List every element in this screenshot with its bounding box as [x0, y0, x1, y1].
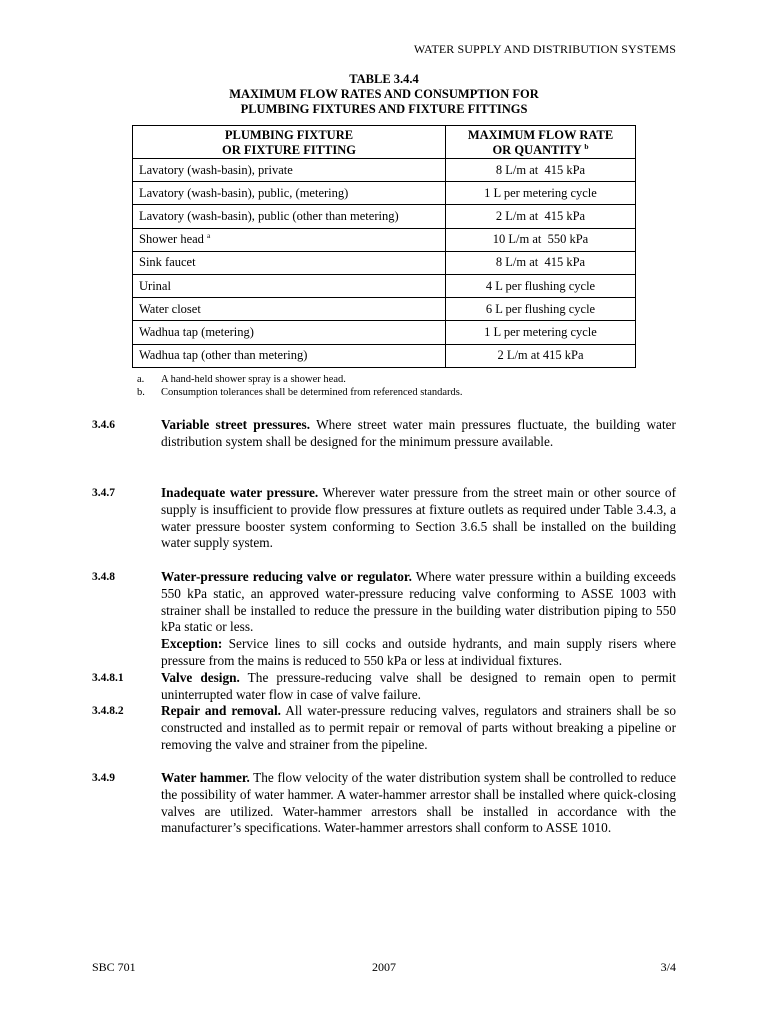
section-heading: Valve design.	[161, 670, 240, 685]
section-body	[161, 770, 676, 837]
table-notes	[137, 373, 462, 399]
fixture-name: Sink faucet	[139, 255, 196, 270]
table-row	[133, 251, 636, 274]
section-number: 3.4.7	[92, 487, 115, 499]
fixture-name: Water closet	[139, 301, 201, 316]
table-note	[137, 386, 462, 399]
header-fixture-line-2: OR FIXTURE FITTING	[221, 142, 357, 157]
section-body	[161, 569, 676, 670]
table-row	[133, 205, 636, 228]
section-heading: Repair and removal.	[161, 703, 281, 718]
table-row	[133, 274, 636, 297]
table-body	[133, 159, 636, 368]
section-heading: Water-pressure reducing valve or regulator.	[161, 569, 412, 584]
header-flow-rate	[446, 126, 636, 159]
flow-rate-cell: 2 L/m at 415 kPa	[446, 205, 636, 228]
section-text: The pressure-reducing valve shall be designed to remain open to permit uninterrupted water flow in case of valve failure.	[161, 670, 676, 702]
header-flow-rate-line-2	[452, 143, 629, 158]
section-heading: Variable street pressures.	[161, 417, 311, 432]
fixture-name: Wadhua tap (metering)	[139, 324, 254, 339]
section-number: 3.4.8.1	[92, 672, 124, 684]
note-text: Consumption tolerances shall be determined from referenced standards.	[161, 387, 463, 398]
section-body	[161, 703, 676, 753]
fixture-cell	[133, 251, 446, 274]
section-heading: Water hammer.	[161, 770, 250, 785]
section-text: Wherever water pressure from the street main or other source of supply is insufficient to provide flow pressures at fixture outlets as required under Table 3.4.3, a water pressure booster system conforming to Section 3.6.5 shall be installed on the building water supply system.	[161, 485, 676, 551]
footer-year: 2007	[372, 960, 396, 974]
fixture-cell	[133, 274, 446, 297]
table-title-line-1: MAXIMUM FLOW RATES AND CONSUMPTION FOR	[229, 87, 539, 101]
fixture-name: Urinal	[139, 278, 171, 293]
flow-rate-cell: 8 L/m at 415 kPa	[446, 251, 636, 274]
table-title-line-2: PLUMBING FIXTURES AND FIXTURE FITTINGS	[240, 102, 528, 116]
table-header-row	[133, 126, 636, 159]
header-fixture	[133, 126, 446, 159]
table-row	[133, 159, 636, 182]
footer-code: SBC 701	[92, 960, 136, 974]
section-number: 3.4.9	[92, 772, 115, 784]
header-flow-rate-line-1: MAXIMUM FLOW RATE	[467, 127, 614, 142]
exception-heading: Exception:	[161, 636, 223, 652]
section-3-4-8-1	[92, 670, 676, 704]
fixture-cell	[133, 205, 446, 228]
footer-page-number: 3/4	[660, 960, 676, 974]
table-number: TABLE 3.4.4	[349, 72, 419, 86]
header-fixture-line-1: PLUMBING FIXTURE	[224, 127, 354, 142]
table-row	[133, 344, 636, 367]
note-text: A hand-held shower spray is a shower head.	[161, 374, 346, 385]
table-row	[133, 182, 636, 205]
footnote-marker: a	[207, 231, 211, 241]
section-3-4-7	[92, 485, 676, 552]
fixture-name: Lavatory (wash-basin), public, (metering)	[139, 185, 349, 200]
running-header: WATER SUPPLY AND DISTRIBUTION SYSTEMS	[413, 42, 676, 56]
section-number: 3.4.8.2	[92, 705, 124, 717]
section-3-4-9	[92, 770, 676, 837]
section-body	[161, 670, 676, 704]
flow-rate-cell: 4 L per flushing cycle	[446, 274, 636, 297]
section-body	[161, 417, 676, 451]
fixture-cell	[133, 321, 446, 344]
section-text: Where street water main pressures fluctuate, the building water distribution system shall be designed for the minimum pressure available.	[161, 417, 676, 449]
section-heading: Inadequate water pressure.	[161, 485, 319, 500]
section-number: 3.4.6	[92, 419, 115, 431]
fixture-cell	[133, 344, 446, 367]
exception-text: Service lines to sill cocks and outside hydrants, and main supply risers where pressure from the mains is reduced to 550 kPa or less at individual fixtures.	[161, 636, 676, 668]
flow-rate-cell: 10 L/m at 550 kPa	[446, 228, 636, 251]
fixture-cell	[133, 228, 446, 251]
flow-rate-cell: 6 L per flushing cycle	[446, 298, 636, 321]
note-mark: b.	[137, 387, 145, 398]
fixture-name: Wadhua tap (other than metering)	[139, 348, 308, 363]
section-text: All water-pressure reducing valves, regulators and strainers shall be so constructed and installed as to permit repair or removal of parts without breaking a pipeline or removing the valve and strainer from the pipeline.	[161, 703, 676, 752]
table-row	[133, 321, 636, 344]
flow-rate-cell: 1 L per metering cycle	[446, 182, 636, 205]
flow-rate-cell: 8 L/m at 415 kPa	[446, 159, 636, 182]
flow-rates-table	[132, 125, 636, 368]
footnote-b-marker: b	[584, 141, 589, 151]
note-mark: a.	[137, 374, 145, 385]
table-row	[133, 228, 636, 251]
fixture-cell	[133, 182, 446, 205]
fixture-name: Lavatory (wash-basin), private	[139, 162, 293, 177]
section-body	[161, 485, 676, 552]
flow-rate-cell: 1 L per metering cycle	[446, 321, 636, 344]
fixture-cell	[133, 159, 446, 182]
flow-rate-cell: 2 L/m at 415 kPa	[446, 344, 636, 367]
section-3-4-8	[92, 569, 676, 670]
fixture-name: Lavatory (wash-basin), public (other than metering)	[139, 208, 399, 223]
section-3-4-6	[92, 417, 676, 451]
header-flow-rate-line-2-text: OR QUANTITY	[492, 142, 582, 157]
section-text: The flow velocity of the water distribution system shall be controlled to reduce the possibility of water hammer. A water-hammer arrestor shall be installed where quick-closing valves are utilized. Water-hammer arrestors shall be installed in accordance with the manufacturer’s specifications. Water-hammer arrestors shall conform to ASSE 1010.	[161, 770, 676, 836]
fixture-cell	[133, 298, 446, 321]
section-text: Where water pressure within a building exceeds 550 kPa static, an approved water-pressure reducing valve conforming to ASSE 1003 with strainer shall be installed to reduce the pressure in the building water distribution piping to 550 kPa static or less.	[161, 569, 676, 635]
table-row	[133, 298, 636, 321]
section-3-4-8-2	[92, 703, 676, 753]
fixture-name: Shower head	[139, 232, 204, 247]
table-title	[0, 72, 768, 117]
section-number: 3.4.8	[92, 571, 115, 583]
table-note	[137, 373, 462, 386]
